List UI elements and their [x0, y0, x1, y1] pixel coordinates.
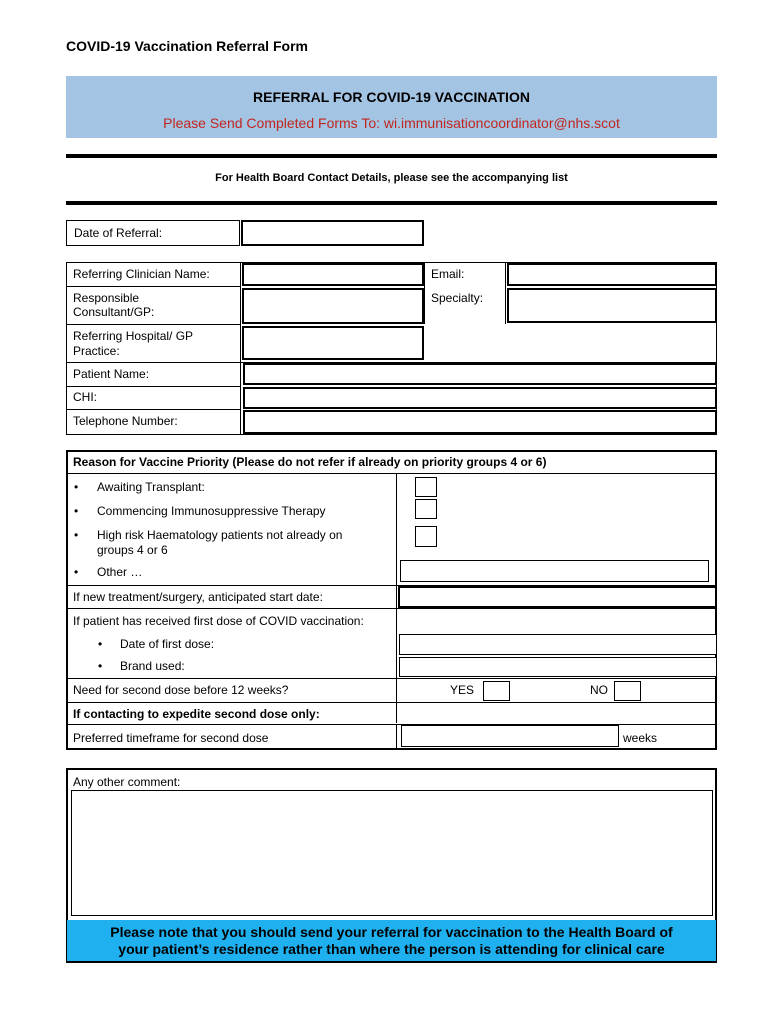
- patient-name-field[interactable]: [243, 363, 717, 385]
- comment-field[interactable]: [71, 790, 713, 916]
- banner-heading: REFERRAL FOR COVID-19 VACCINATION: [253, 89, 530, 105]
- bullet: •: [74, 528, 79, 542]
- yes-checkbox[interactable]: [483, 681, 510, 701]
- transplant-checkbox[interactable]: [415, 477, 437, 497]
- chi-label: CHI:: [73, 390, 97, 404]
- divider-top: [66, 154, 717, 158]
- footer-line1: Please note that you should send your referral for vaccination to the Health Board of: [110, 924, 673, 940]
- footer-notice: [67, 920, 716, 961]
- chi-field[interactable]: [243, 387, 717, 409]
- row-divider: [66, 702, 717, 703]
- consultant-label-line1: Responsible: [73, 291, 140, 305]
- specialty-field[interactable]: [507, 288, 717, 323]
- date-first-dose-label: Date of first dose:: [120, 637, 215, 651]
- hospital-field[interactable]: [242, 326, 424, 360]
- bullet: •: [74, 480, 79, 494]
- col-divider: [505, 262, 506, 324]
- date-of-referral-field[interactable]: [241, 220, 424, 246]
- row-divider: [66, 608, 717, 609]
- telephone-label: Telephone Number:: [73, 414, 178, 428]
- date-of-referral-cell: [66, 220, 240, 246]
- col-divider: [424, 262, 425, 324]
- date-first-dose-field[interactable]: [399, 634, 717, 655]
- bullet: •: [98, 637, 103, 651]
- first-dose-received-label: If patient has received first dose of COVID vaccination:: [73, 614, 364, 628]
- comment-label: Any other comment:: [73, 775, 181, 789]
- priority-item-haematology-cont: groups 4 or 6: [97, 543, 168, 557]
- expedite-heading: If contacting to expedite second dose only:: [73, 707, 320, 721]
- brand-used-label: Brand used:: [120, 659, 185, 673]
- hospital-label-line2: Practice:: [73, 344, 120, 358]
- email-label: Email:: [431, 267, 465, 281]
- no-checkbox[interactable]: [614, 681, 641, 701]
- row-divider: [66, 473, 717, 474]
- row-divider: [66, 324, 240, 325]
- consultant-field[interactable]: [242, 288, 424, 324]
- header-banner: [66, 76, 717, 138]
- consultant-label-line2: Consultant/GP:: [73, 305, 155, 319]
- row-divider: [66, 678, 717, 679]
- priority-item-transplant: Awaiting Transplant:: [97, 480, 205, 494]
- form-title: COVID-19 Vaccination Referral Form: [66, 38, 308, 54]
- banner-send-to: Please Send Completed Forms To: wi.immunisationcoordinator@nhs.scot: [163, 115, 620, 131]
- other-reason-field[interactable]: [400, 560, 709, 582]
- preferred-timeframe-field[interactable]: [401, 725, 619, 747]
- divider-bottom: [66, 201, 717, 205]
- priority-item-haematology: High risk Haematology patients not already on: [97, 528, 343, 542]
- priority-heading: Reason for Vaccine Priority (Please do not refer if already on priority groups 4 or 6): [73, 455, 547, 469]
- bullet: •: [74, 504, 79, 518]
- brand-used-field[interactable]: [399, 657, 717, 677]
- referring-clinician-field[interactable]: [242, 263, 424, 286]
- col-divider: [396, 473, 397, 723]
- specialty-label: Specialty:: [431, 291, 484, 305]
- row-divider: [66, 386, 240, 387]
- col-divider: [396, 724, 397, 750]
- row-divider: [66, 409, 240, 410]
- col-divider: [240, 262, 241, 435]
- preferred-timeframe-label: Preferred timeframe for second dose: [73, 731, 269, 745]
- footer-line2: your patient’s residence rather than where the person is attending for clinical care: [118, 941, 665, 957]
- row-divider: [66, 724, 717, 725]
- bullet: •: [98, 659, 103, 673]
- new-treatment-field[interactable]: [398, 586, 717, 608]
- new-treatment-label: If new treatment/surgery, anticipated start date:: [73, 590, 323, 604]
- haematology-checkbox[interactable]: [415, 526, 437, 547]
- date-of-referral-label: Date of Referral:: [74, 226, 163, 240]
- telephone-field[interactable]: [243, 410, 717, 434]
- referring-clinician-label: Referring Clinician Name:: [73, 267, 210, 281]
- priority-item-immunosuppressive: Commencing Immunosuppressive Therapy: [97, 504, 326, 518]
- hospital-label-line1: Referring Hospital/ GP: [73, 329, 194, 343]
- priority-item-other: Other …: [97, 565, 143, 579]
- weeks-label: weeks: [623, 731, 658, 745]
- contact-note: For Health Board Contact Details, please see the accompanying list: [215, 172, 568, 184]
- second-dose-question-label: Need for second dose before 12 weeks?: [73, 683, 289, 697]
- yes-label: YES: [450, 683, 475, 697]
- patient-name-label: Patient Name:: [73, 367, 150, 381]
- immunosuppressive-checkbox[interactable]: [415, 499, 437, 519]
- email-field[interactable]: [507, 263, 717, 286]
- no-label: NO: [590, 683, 608, 697]
- bullet: •: [74, 565, 79, 579]
- row-divider: [66, 286, 240, 287]
